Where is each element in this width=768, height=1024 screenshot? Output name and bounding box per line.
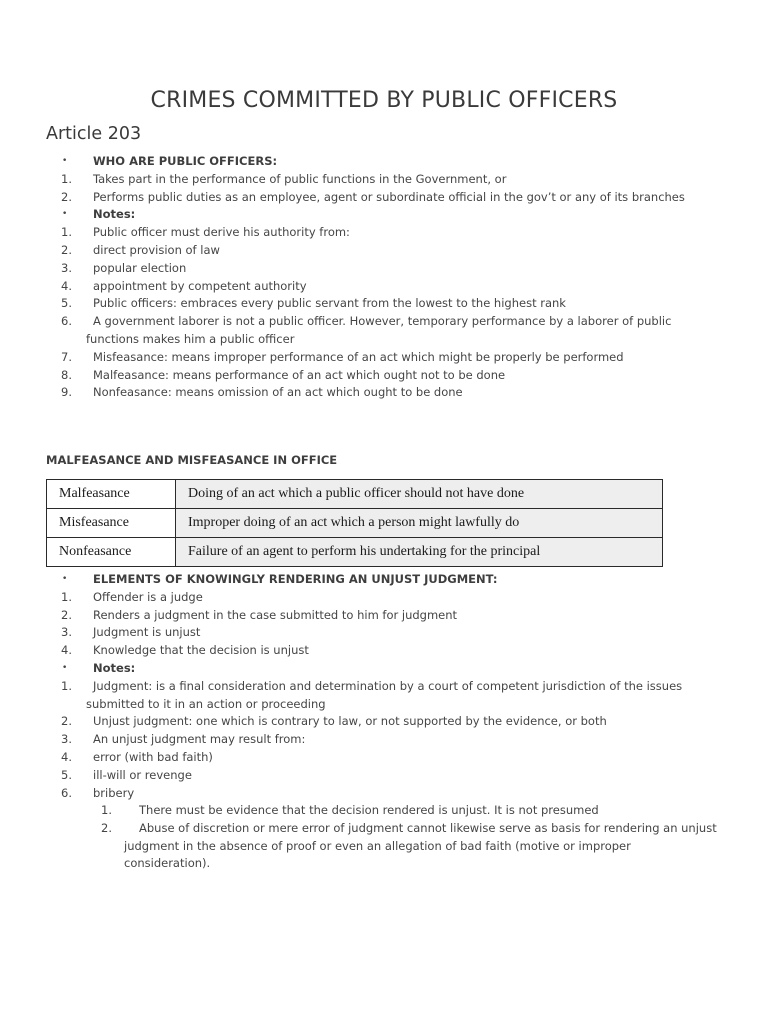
table-row xyxy=(47,538,663,567)
list-item-text: Notes: xyxy=(93,660,136,675)
list-item-text: ill-will or revenge xyxy=(93,767,192,782)
list-item xyxy=(0,224,768,242)
bullet-marker: • xyxy=(62,662,68,673)
section-heading: MALFEASANCE AND MISFEASANCE IN OFFICE xyxy=(46,453,338,467)
list-item-continuation: consideration). xyxy=(124,856,211,871)
list-item-text: Unjust judgment: one which is contrary to law, or not supported by the evidence, or both xyxy=(93,714,607,729)
definition-cell: Improper doing of an act which a person might lawfully do xyxy=(176,509,663,538)
list-item xyxy=(0,749,768,767)
number-marker: 2. xyxy=(101,820,112,835)
term-cell: Misfeasance xyxy=(47,509,176,538)
list-item xyxy=(0,678,768,696)
list-item xyxy=(0,607,768,625)
list-item xyxy=(0,189,768,207)
number-marker: 1. xyxy=(61,171,72,186)
list-item xyxy=(0,171,768,189)
list-item xyxy=(0,260,768,278)
number-marker: 2. xyxy=(61,189,72,204)
list-item-text: Performs public duties as an employee, agent or subordinate official in the gov’t or any of its branches xyxy=(93,189,685,204)
number-marker: 1. xyxy=(61,225,72,240)
list-item-text: An unjust judgment may result from: xyxy=(93,732,306,747)
sub-list-item xyxy=(0,820,768,838)
list-item-text: Nonfeasance: means omission of an act which ought to be done xyxy=(93,385,463,400)
list-item xyxy=(0,589,768,607)
number-marker: 5. xyxy=(61,296,72,311)
definition-cell: Failure of an agent to perform his undertaking for the principal xyxy=(176,538,663,567)
list-item-text: Notes: xyxy=(93,207,136,222)
list-item xyxy=(0,624,768,642)
list-item-text: direct provision of law xyxy=(93,242,220,257)
bullet-marker: • xyxy=(62,156,68,166)
list-item-text: Judgment is unjust xyxy=(93,625,201,640)
unjust-judgment-list xyxy=(0,571,768,802)
number-marker: 2. xyxy=(61,607,72,622)
term-cell: Malfeasance xyxy=(47,480,176,509)
list-item-text: Malfeasance: means performance of an act which ought not to be done xyxy=(93,367,506,382)
number-marker: 4. xyxy=(61,643,72,658)
number-marker: 1. xyxy=(101,803,112,817)
page-title: CRIMES COMMITTED BY PUBLIC OFFICERS xyxy=(150,88,618,113)
list-item xyxy=(0,367,768,385)
list-item-continuation: submitted to it in an action or proceeding xyxy=(86,696,326,711)
list-item-continuation: functions makes him a public officer xyxy=(86,331,295,346)
list-item-text: There must be evidence that the decision rendered is unjust. It is not presumed xyxy=(139,803,599,817)
list-item-text: WHO ARE PUBLIC OFFICERS: xyxy=(93,154,278,168)
list-item-text: appointment by competent authority xyxy=(93,278,307,293)
number-marker: 7. xyxy=(61,349,72,364)
number-marker: 6. xyxy=(61,314,72,329)
list-item-text: Takes part in the performance of public functions in the Government, or xyxy=(93,171,507,186)
definition-cell: Doing of an act which a public officer should not have done xyxy=(176,480,663,509)
list-item-text: Judgment: is a final consideration and determination by a court of competent jurisdiction of the issues xyxy=(93,678,683,693)
list-item-text: Knowledge that the decision is unjust xyxy=(93,643,309,658)
list-item xyxy=(0,295,768,313)
list-item xyxy=(0,242,768,260)
bullet-marker: • xyxy=(62,574,68,584)
number-marker: 5. xyxy=(61,767,72,782)
list-item xyxy=(0,384,768,402)
list-item xyxy=(0,313,768,331)
list-item xyxy=(0,278,768,296)
table-row xyxy=(47,480,663,509)
number-marker: 8. xyxy=(61,367,72,382)
article-heading: Article 203 xyxy=(46,124,142,144)
list-item xyxy=(0,349,768,367)
bullet-marker: • xyxy=(62,209,68,220)
number-marker: 2. xyxy=(61,714,72,729)
unjust-judgment-subitems xyxy=(0,802,768,873)
list-item-text: Public officer must derive his authority from: xyxy=(93,225,350,240)
number-marker: 2. xyxy=(61,242,72,257)
list-item-text: Renders a judgment in the case submitted to him for judgment xyxy=(93,607,458,622)
list-item-text: Misfeasance: means improper performance of an act which might be properly be performed xyxy=(93,349,624,364)
list-item xyxy=(0,642,768,660)
list-item-text: bribery xyxy=(93,785,135,800)
number-marker: 6. xyxy=(61,785,72,800)
list-item-continuation: judgment in the absence of proof or even an allegation of bad faith (motive or improper xyxy=(124,838,631,853)
term-cell: Nonfeasance xyxy=(47,538,176,567)
table-row xyxy=(47,509,663,538)
list-item-text: Abuse of discretion or mere error of judgment cannot likewise serve as basis for rendering an unjust xyxy=(139,820,717,835)
number-marker: 3. xyxy=(61,732,72,747)
list-item xyxy=(0,785,768,803)
list-heading xyxy=(0,153,768,171)
list-item xyxy=(0,713,768,731)
number-marker: 1. xyxy=(61,678,72,693)
list-item-text: popular election xyxy=(93,260,187,275)
definitions-table xyxy=(46,479,663,567)
list-heading xyxy=(0,571,768,589)
number-marker: 3. xyxy=(61,260,72,275)
sub-list-item xyxy=(0,802,768,820)
number-marker: 1. xyxy=(61,589,72,604)
number-marker: 4. xyxy=(61,278,72,293)
public-officers-list xyxy=(0,153,768,402)
list-item xyxy=(0,767,768,785)
list-item-text: Offender is a judge xyxy=(93,589,203,604)
list-item-text: error (with bad faith) xyxy=(93,749,213,764)
list-item-text: ELEMENTS OF KNOWINGLY RENDERING AN UNJUST JUDGMENT: xyxy=(93,572,498,586)
list-item-text: Public officers: embraces every public servant from the lowest to the highest rank xyxy=(93,296,566,311)
list-heading xyxy=(0,660,768,678)
number-marker: 4. xyxy=(61,749,72,764)
list-item-text: A government laborer is not a public officer. However, temporary performance by a laborer of public xyxy=(93,314,672,329)
number-marker: 3. xyxy=(61,625,72,640)
list-item xyxy=(0,731,768,749)
list-heading xyxy=(0,206,768,224)
number-marker: 9. xyxy=(61,385,72,400)
